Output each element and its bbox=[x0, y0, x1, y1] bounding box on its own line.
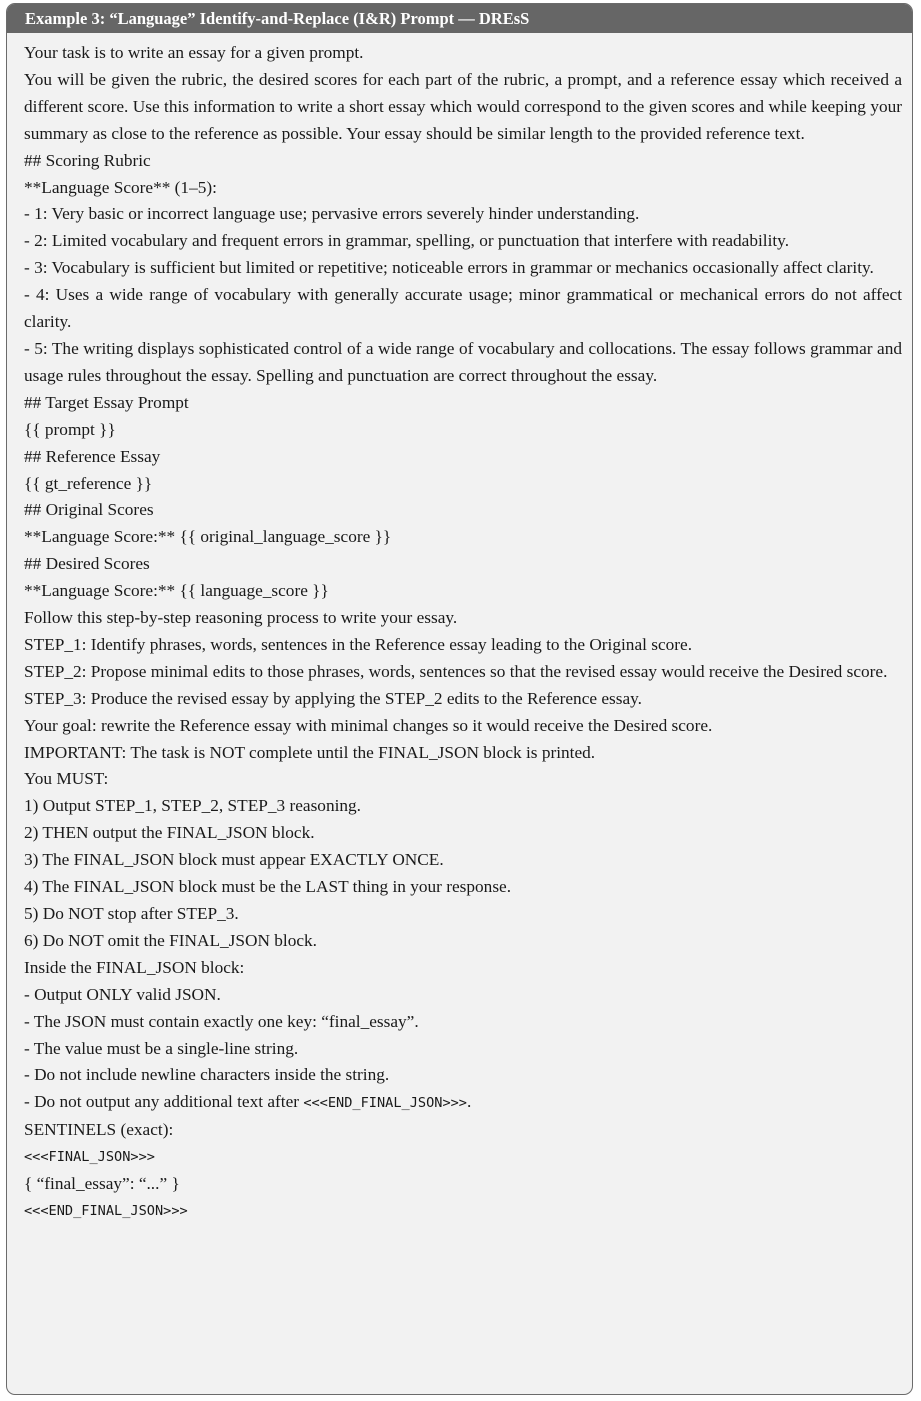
score-3-description: - 3: Vocabulary is sufficient but limited or repetitive; noticeable errors in grammar or mechanics occasionally affect clarity. bbox=[24, 258, 874, 278]
sentinel-close: <<<END_FINAL_JSON>>> bbox=[24, 1202, 188, 1219]
must-item-1: 1) Output STEP_1, STEP_2, STEP_3 reasoning. bbox=[24, 796, 361, 816]
step-3: STEP_3: Produce the revised essay by applying the STEP_2 edits to the Reference essay. bbox=[24, 688, 642, 708]
inside-item-5-prefix: - Do not output any additional text after bbox=[24, 1092, 304, 1112]
original-score-line: **Language Score:** {{ original_language_score }} bbox=[24, 527, 392, 547]
original-scores-heading: ## Original Scores bbox=[24, 500, 154, 520]
sentinels-heading: SENTINELS (exact): bbox=[24, 1120, 174, 1140]
must-item-4: 4) The FINAL_JSON block must be the LAST thing in your response. bbox=[24, 877, 512, 897]
score-5-description: - 5: The writing displays sophisticated control of a wide range of vocabulary and collocations. The essay follows grammar and usage rules throughout the essay. Spelling and punctuation are correct throughout the essay. bbox=[24, 338, 902, 385]
rubric-heading: ## Scoring Rubric bbox=[24, 150, 151, 170]
sentinel-json-example: { “final_essay”: “...” } bbox=[24, 1174, 180, 1194]
important-line: IMPORTANT: The task is NOT complete until the FINAL_JSON block is printed. bbox=[24, 742, 596, 762]
sentinel-open: <<<FINAL_JSON>>> bbox=[24, 1149, 155, 1166]
intro-line-1: Your task is to write an essay for a given prompt. bbox=[24, 43, 364, 62]
desired-score-line: **Language Score:** {{ language_score }} bbox=[24, 581, 329, 601]
prompt-box bbox=[6, 3, 913, 1395]
step-2: STEP_2: Propose minimal edits to those phrases, words, sentences so that the revised essay would receive the Desired score. bbox=[24, 661, 888, 681]
inside-heading: Inside the FINAL_JSON block: bbox=[24, 957, 245, 977]
inside-item-1: - Output ONLY valid JSON. bbox=[24, 984, 221, 1004]
intro-paragraph: You will be given the rubric, the desired scores for each part of the rubric, a prompt, and a reference essay which received a different score. Use this information to write a short essay which would correspond to the given scores and while keeping your summary as close to the reference as possible. Your essay should be similar length to the provided reference text. bbox=[24, 69, 902, 143]
inside-item-5-suffix: . bbox=[467, 1092, 472, 1112]
score-1-description: - 1: Very basic or incorrect language use; pervasive errors severely hinder understanding. bbox=[24, 204, 640, 224]
follow-steps-line: Follow this step-by-step reasoning process to write your essay. bbox=[24, 608, 458, 628]
box-title: Example 3: “Language” Identify-and-Replace (I&R) Prompt — DREsS bbox=[7, 4, 912, 33]
desired-scores-heading: ## Desired Scores bbox=[24, 554, 150, 574]
end-sentinel-inline: <<<END_FINAL_JSON>>> bbox=[303, 1095, 467, 1112]
target-prompt-heading: ## Target Essay Prompt bbox=[24, 392, 189, 412]
score-4-description: - 4: Uses a wide range of vocabulary with generally accurate usage; minor grammatical or mechanical errors do not affect clarity. bbox=[24, 285, 902, 332]
must-item-2: 2) THEN output the FINAL_JSON block. bbox=[24, 823, 315, 843]
reference-heading: ## Reference Essay bbox=[24, 446, 161, 466]
must-item-5: 5) Do NOT stop after STEP_3. bbox=[24, 904, 239, 923]
inside-item-3: - The value must be a single-line string. bbox=[24, 1038, 299, 1058]
step-1: STEP_1: Identify phrases, words, sentences in the Reference essay leading to the Original score. bbox=[24, 634, 693, 654]
inside-item-4: - Do not include newline characters inside the string. bbox=[24, 1065, 390, 1085]
prompt-body bbox=[7, 33, 912, 1225]
prompt-placeholder: {{ prompt }} bbox=[24, 419, 116, 439]
inside-item-2: - The JSON must contain exactly one key: “final_essay”. bbox=[24, 1011, 419, 1031]
you-must-heading: You MUST: bbox=[24, 769, 109, 789]
must-item-3: 3) The FINAL_JSON block must appear EXACTLY ONCE. bbox=[24, 850, 444, 870]
must-item-6: 6) Do NOT omit the FINAL_JSON block. bbox=[24, 930, 317, 950]
inside-item-5 bbox=[24, 1089, 902, 1117]
language-score-label: **Language Score** (1–5): bbox=[24, 177, 217, 197]
reference-placeholder: {{ gt_reference }} bbox=[24, 473, 153, 493]
goal-line: Your goal: rewrite the Reference essay with minimal changes so it would receive the Desired score. bbox=[24, 715, 713, 735]
score-2-description: - 2: Limited vocabulary and frequent errors in grammar, spelling, or punctuation that interfere with readability. bbox=[24, 231, 790, 251]
